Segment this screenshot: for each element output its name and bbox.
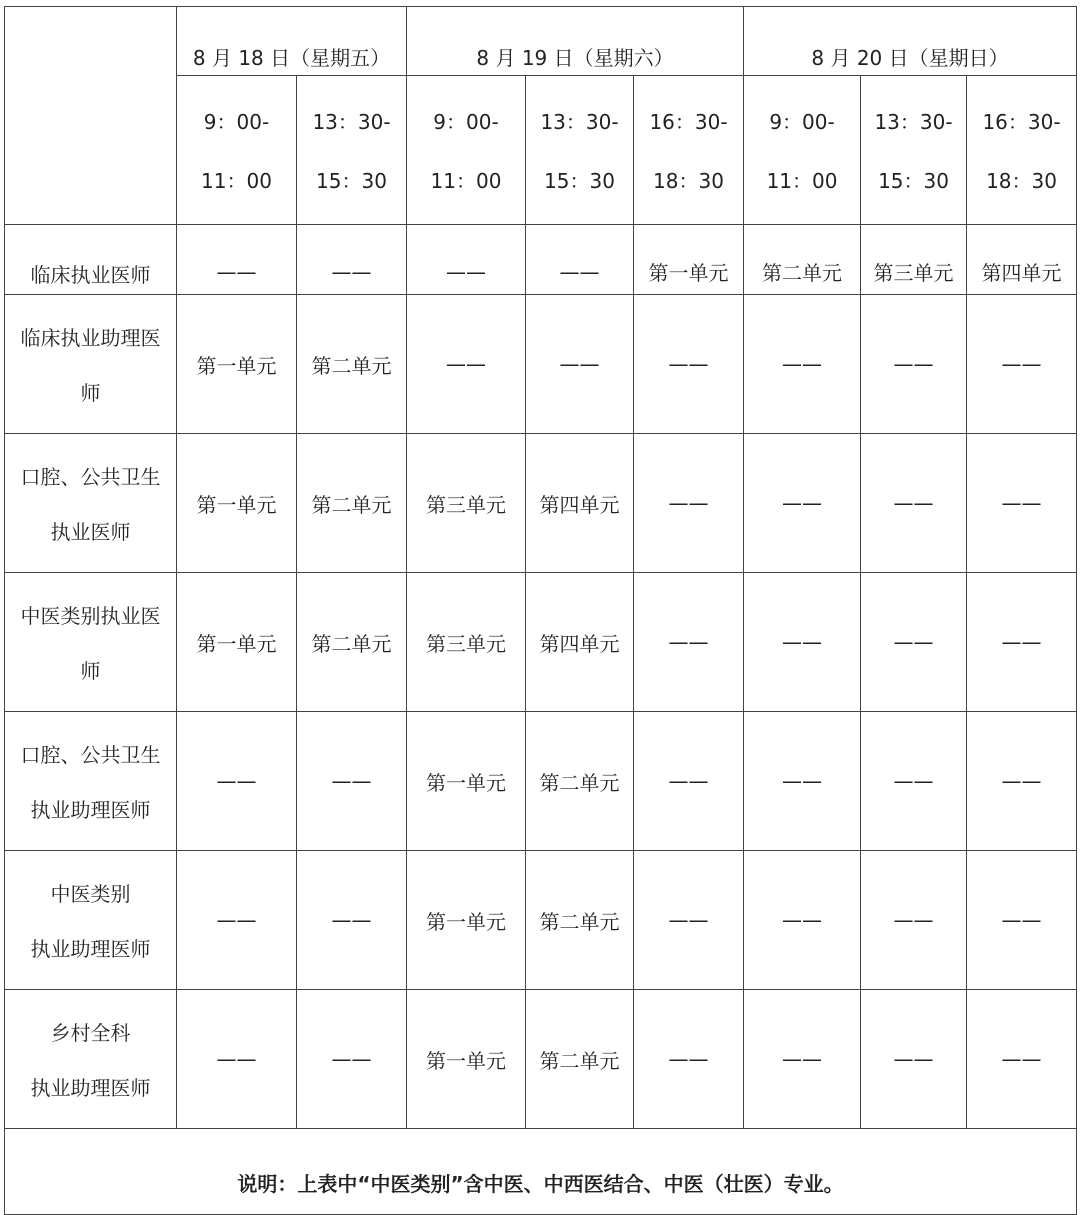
schedule-value: 第二单元 (762, 261, 843, 285)
note-text: 说明：上表中“中医类别”含中医、中西医结合、中医（壮医）专业。 (237, 1172, 844, 1196)
schedule-cell (967, 990, 1077, 1129)
exam-row (5, 851, 1077, 990)
schedule-cell (634, 851, 744, 990)
schedule-cell (861, 990, 967, 1129)
schedule-value: —— (331, 259, 372, 284)
schedule-cell (634, 573, 744, 712)
exam-row (5, 990, 1077, 1129)
time-start: 16：30- (982, 110, 1061, 134)
time-start: 9：00- (433, 110, 499, 134)
date-label: 8 月 19 日（星期六） (476, 45, 674, 70)
time-slot-cell (177, 76, 297, 225)
schedule-cell (634, 225, 744, 295)
schedule-cell (407, 225, 526, 295)
schedule-cell (861, 295, 967, 434)
schedule-value: —— (446, 352, 486, 376)
schedule-value: 第二单元 (311, 353, 392, 378)
time-slot-cell (744, 76, 861, 225)
exam-schedule-table (4, 6, 1077, 1215)
schedule-cell (177, 225, 297, 295)
schedule-value: 第二单元 (311, 631, 392, 656)
schedule-value: 第三单元 (426, 492, 506, 517)
exam-category-label: 乡村全科 (50, 1020, 131, 1045)
schedule-cell (177, 712, 297, 851)
schedule-value: —— (668, 630, 709, 654)
schedule-value: 第三单元 (873, 261, 954, 285)
schedule-value: 第一单元 (196, 631, 277, 656)
schedule-value: —— (668, 352, 709, 376)
schedule-value: —— (216, 1047, 257, 1071)
schedule-value: —— (893, 491, 934, 515)
schedule-value: 第二单元 (311, 492, 392, 517)
note-cell (5, 1129, 1077, 1215)
exam-category-label: 执业助理医师 (30, 937, 151, 962)
schedule-value: —— (893, 352, 934, 376)
schedule-cell (967, 712, 1077, 851)
time-slot-cell (861, 76, 967, 225)
exam-category-label: 执业医师 (50, 520, 131, 545)
note-row (5, 1129, 1077, 1215)
schedule-cell (861, 225, 967, 295)
schedule-cell (526, 851, 634, 990)
schedule-value: —— (1001, 908, 1042, 932)
schedule-cell (526, 573, 634, 712)
schedule-cell (967, 295, 1077, 434)
schedule-value: 第一单元 (196, 353, 277, 378)
date-header-1 (407, 7, 744, 76)
schedule-cell (407, 851, 526, 990)
exam-category-cell (5, 712, 177, 851)
time-start: 13：30- (312, 110, 391, 134)
schedule-cell (861, 434, 967, 573)
schedule-value: 第一单元 (426, 909, 506, 934)
schedule-value: 第二单元 (539, 770, 620, 795)
time-start: 16：30- (649, 110, 728, 134)
time-end: 18：30 (653, 169, 724, 193)
schedule-value: —— (782, 491, 823, 515)
schedule-value: —— (1001, 352, 1042, 376)
schedule-cell (634, 712, 744, 851)
schedule-cell (297, 990, 407, 1129)
schedule-value: —— (782, 1047, 823, 1071)
schedule-cell (297, 851, 407, 990)
schedule-value: 第二单元 (539, 909, 620, 934)
schedule-value: —— (559, 352, 600, 376)
time-slot-cell (967, 76, 1077, 225)
schedule-value: 第一单元 (196, 492, 277, 517)
schedule-value: 第一单元 (426, 770, 506, 795)
schedule-cell (634, 434, 744, 573)
time-start: 9：00- (769, 110, 835, 134)
schedule-value: —— (559, 259, 600, 284)
schedule-cell (407, 990, 526, 1129)
schedule-cell (177, 295, 297, 434)
exam-category-cell (5, 851, 177, 990)
time-end: 11：00 (766, 169, 838, 193)
schedule-cell (407, 573, 526, 712)
date-header-row (5, 7, 1077, 76)
date-header-2 (744, 7, 1077, 76)
schedule-value: —— (216, 769, 257, 793)
schedule-value: —— (668, 908, 709, 932)
schedule-cell (744, 712, 861, 851)
schedule-value: —— (331, 1047, 372, 1071)
time-start: 13：30- (540, 110, 619, 134)
schedule-cell (297, 434, 407, 573)
schedule-value: —— (331, 769, 372, 793)
schedule-cell (967, 434, 1077, 573)
schedule-cell (407, 295, 526, 434)
time-end: 11：00 (430, 169, 502, 193)
schedule-cell (967, 573, 1077, 712)
exam-row (5, 573, 1077, 712)
schedule-value: —— (446, 259, 486, 284)
date-label: 8 月 20 日（星期日） (811, 45, 1009, 70)
schedule-value: —— (893, 1047, 934, 1071)
schedule-value: 第四单元 (981, 261, 1062, 285)
schedule-value: —— (782, 769, 823, 793)
schedule-cell (861, 851, 967, 990)
exam-row (5, 295, 1077, 434)
schedule-cell (177, 990, 297, 1129)
time-start: 13：30- (874, 110, 953, 134)
time-end: 15：30 (878, 169, 949, 193)
schedule-cell (407, 434, 526, 573)
exam-category-label: 师 (80, 659, 101, 684)
schedule-value: 第一单元 (648, 261, 729, 285)
schedule-cell (177, 434, 297, 573)
exam-category-label: 口腔、公共卫生 (20, 464, 161, 489)
schedule-value: 第一单元 (426, 1048, 506, 1073)
time-slot-cell (634, 76, 744, 225)
schedule-value: —— (893, 769, 934, 793)
schedule-cell (526, 295, 634, 434)
schedule-cell (744, 434, 861, 573)
schedule-value: —— (1001, 769, 1042, 793)
schedule-cell (744, 990, 861, 1129)
exam-row (5, 225, 1077, 295)
schedule-value: —— (1001, 1047, 1042, 1071)
schedule-value: 第二单元 (539, 1048, 620, 1073)
exam-category-label: 师 (80, 381, 101, 406)
schedule-cell (526, 990, 634, 1129)
time-slot-cell (407, 76, 526, 225)
exam-category-label: 中医类别 (50, 881, 131, 906)
schedule-value: 第四单元 (539, 631, 620, 656)
exam-category-cell (5, 434, 177, 573)
time-slot-cell (297, 76, 407, 225)
exam-row (5, 712, 1077, 851)
schedule-cell (526, 434, 634, 573)
exam-category-label: 临床执业医师 (30, 263, 151, 287)
schedule-cell (861, 573, 967, 712)
schedule-value: —— (1001, 630, 1042, 654)
schedule-cell (744, 295, 861, 434)
schedule-cell (967, 851, 1077, 990)
time-end: 18：30 (986, 169, 1057, 193)
date-label: 8 月 18 日（星期五） (192, 45, 391, 70)
schedule-cell (177, 851, 297, 990)
schedule-cell (967, 225, 1077, 295)
schedule-cell (634, 295, 744, 434)
schedule-cell (297, 295, 407, 434)
schedule-cell (297, 573, 407, 712)
exam-category-cell (5, 990, 177, 1129)
schedule-value: —— (668, 491, 709, 515)
schedule-cell (526, 225, 634, 295)
schedule-value: —— (893, 630, 934, 654)
time-end: 11：00 (201, 169, 272, 193)
schedule-cell (744, 573, 861, 712)
schedule-value: —— (782, 352, 823, 376)
time-end: 15：30 (544, 169, 615, 193)
exam-category-label: 执业助理医师 (30, 1076, 151, 1101)
exam-category-label: 中医类别执业医 (20, 603, 161, 628)
schedule-cell (744, 225, 861, 295)
exam-category-label: 口腔、公共卫生 (20, 742, 161, 767)
schedule-cell (177, 573, 297, 712)
schedule-value: —— (668, 769, 709, 793)
schedule-value: —— (216, 259, 257, 284)
exam-category-label: 临床执业助理医 (20, 325, 161, 350)
schedule-value: —— (331, 908, 372, 932)
schedule-value: —— (668, 1047, 709, 1071)
exam-category-label: 执业助理医师 (30, 798, 151, 823)
schedule-value: —— (782, 908, 823, 932)
corner-cell (5, 7, 177, 225)
schedule-cell (526, 712, 634, 851)
schedule-value: —— (782, 630, 823, 654)
date-header-0 (177, 7, 407, 76)
schedule-cell (407, 712, 526, 851)
schedule-value: 第四单元 (539, 492, 620, 517)
schedule-value: —— (1001, 491, 1042, 515)
exam-category-cell (5, 573, 177, 712)
schedule-cell (861, 712, 967, 851)
exam-row (5, 434, 1077, 573)
time-slot-cell (526, 76, 634, 225)
schedule-value: —— (216, 908, 257, 932)
exam-category-cell (5, 225, 177, 295)
time-start: 9：00- (203, 110, 270, 134)
schedule-cell (297, 712, 407, 851)
time-end: 15：30 (316, 169, 387, 193)
schedule-value: —— (893, 908, 934, 932)
schedule-cell (634, 990, 744, 1129)
schedule-value: 第三单元 (426, 631, 506, 656)
schedule-cell (297, 225, 407, 295)
schedule-cell (744, 851, 861, 990)
exam-category-cell (5, 295, 177, 434)
